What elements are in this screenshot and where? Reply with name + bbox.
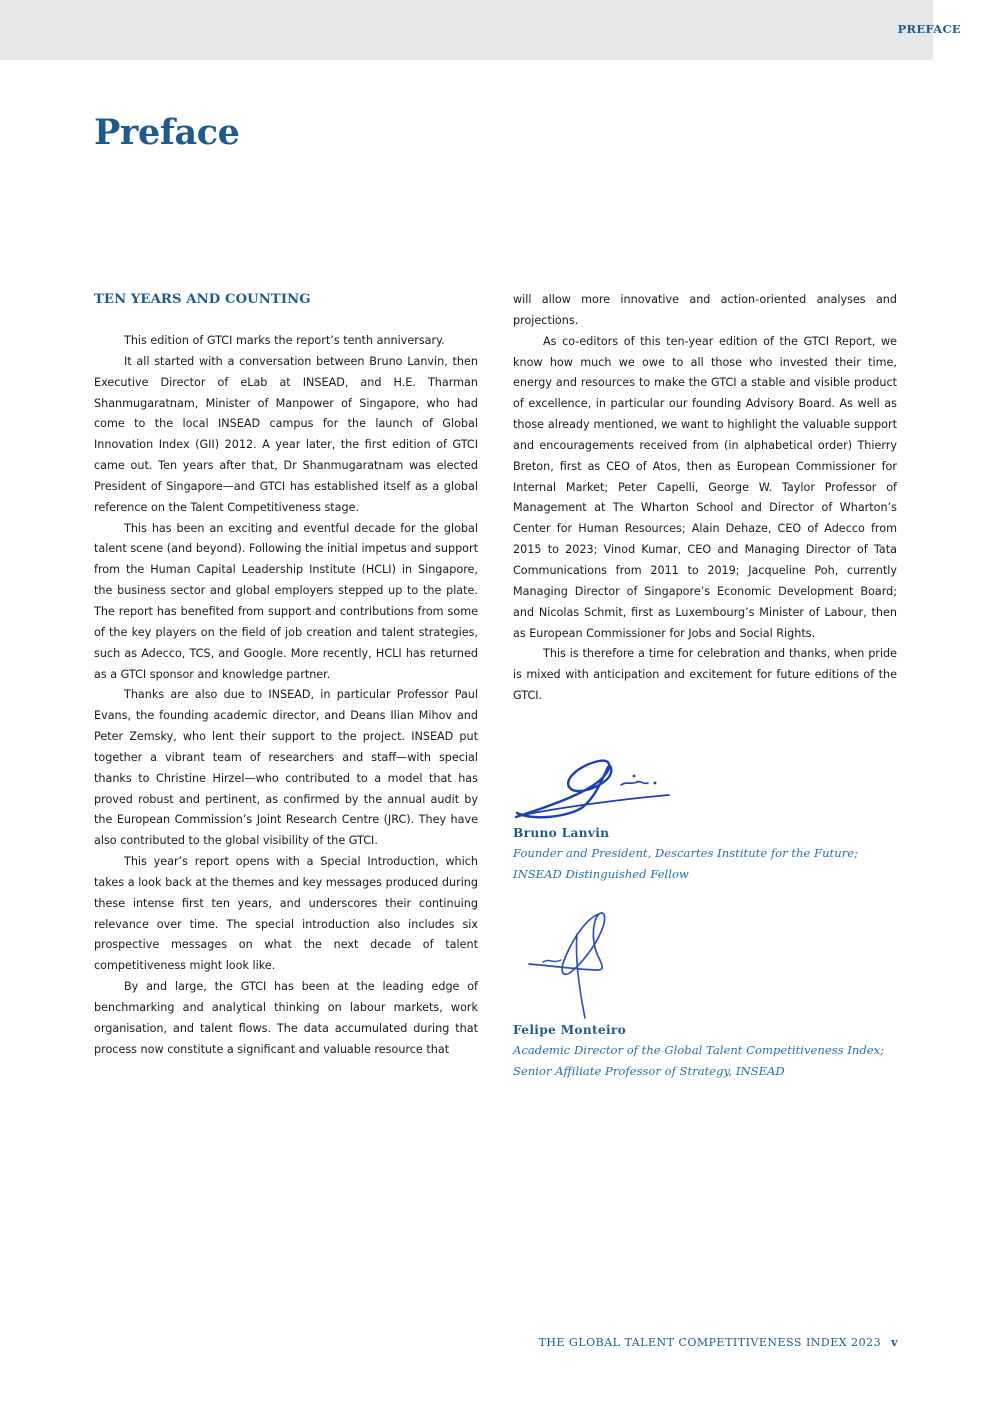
left-column	[94, 290, 478, 1061]
signatory-role: Senior Affiliate Professor of Strategy, INSEAD	[513, 1063, 785, 1078]
paragraph: As co-editors of this ten-year edition of the GTCI Report, we know how much we owe to all those who invested their time, energy and resources to make the GTCI a stable and visible product of excellence, in particular our founding Advisory Board. As well as those already mentioned, we want to highlight the valuable support and encouragements received from (in alphabetical order) Thierry Breton, first as CEO of Atos, then as European Commissioner for Internal Market; Peter Capelli, George W. Taylor Professor of Management at The Wharton School and Director of Wharton’s Center for Human Resources; Alain Dehaze, CEO of Adecco from 2015 to 2023; Vinod Kumar, CEO and Managing Director of Tata Communications from 2011 to 2019; Jacqueline Poh, currently Managing Director of Singapore’s Economic Development Board; and Nicolas Schmit, first as Luxembourg’s Minister of Labour, then as European Commissioner for Jobs and Social Rights.	[513, 334, 897, 640]
signatory-name: Bruno Lanvin	[513, 826, 610, 840]
header-band	[0, 0, 933, 60]
signature-block-monteiro	[513, 908, 913, 1081]
paragraph: This is therefore a time for celebration and thanks, when pride is mixed with anticipation and excitement for future editions of the GTCI.	[513, 647, 897, 703]
footer-title: THE GLOBAL TALENT COMPETITIVENESS INDEX 2023	[538, 1336, 882, 1349]
paragraph: By and large, the GTCI has been at the leading edge of benchmarking and analytical thinking on labour markets, work organisation, and talent flows. The data accumulated during that process now constitute a significant and valuable resource that	[94, 980, 478, 1056]
signatory-role: Academic Director of the Global Talent Competitiveness Index;	[513, 1043, 885, 1057]
signature-monteiro	[513, 908, 633, 1020]
page-number: v	[891, 1336, 898, 1349]
signature-lanvin	[513, 755, 683, 823]
signature-block-lanvin	[513, 755, 913, 884]
paragraph-continued: will allow more innovative and action-oriented analyses and projections.	[513, 293, 897, 327]
paragraph: This has been an exciting and eventful decade for the global talent scene (and beyond). Following the initial impetus and support from the Human Capital Leadership Institute (HCLI) in Singapore, the business sector and global employers stepped up to the plate. The report has benefited from support and contributions from some of the key players on the field of job creation and talent strategies, such as Adecco, TCS, and Google. More recently, HCLI has returned as a GTCI sponsor and knowledge partner.	[94, 521, 478, 681]
right-column	[513, 290, 897, 707]
signatory-name: Felipe Monteiro	[513, 1023, 627, 1037]
page-title: Preface	[94, 112, 240, 153]
paragraph: This year’s report opens with a Special Introduction, which takes a look back at the themes and key messages produced during these intense first ten years, and underscores their continuing relevance over time. The special introduction also includes six prospective messages on what the next decade of talent competitiveness might look like.	[94, 855, 478, 973]
signatory-role: Founder and President, Descartes Institute for the Future;	[513, 846, 858, 860]
paragraph: This edition of GTCI marks the report’s tenth anniversary.	[124, 334, 445, 347]
signatory-role: INSEAD Distinguished Fellow	[513, 866, 689, 881]
section-heading: TEN YEARS AND COUNTING	[94, 292, 311, 307]
paragraph: It all started with a conversation between Bruno Lanvin, then Executive Director of eLab at INSEAD, and H.E. Tharman Shanmugaratnam, Minister of Manpower of Singapore, who had come to the local INSEAD campus for the launch of Global Innovation Index (GII) 2012. A year later, the first edition of GTCI came out. Ten years after that, Dr Shanmugaratnam was elected President of Singapore—and GTCI has established itself as a global reference on the Talent Competitiveness stage.	[94, 354, 478, 514]
running-header: PREFACE	[897, 22, 961, 36]
paragraph: Thanks are also due to INSEAD, in particular Professor Paul Evans, the founding academic director, and Deans Ilian Mihov and Peter Zemsky, who lent their support to the project. INSEAD put together a vibrant team of researchers and staff—with special thanks to Christine Hirzel—who contributed to a model that has proved robust and pertinent, as confirmed by the annual audit by the European Commission’s Joint Research Centre (JRC). They have also contributed to the global visibility of the GTCI.	[94, 688, 478, 848]
page-footer	[539, 1336, 898, 1349]
